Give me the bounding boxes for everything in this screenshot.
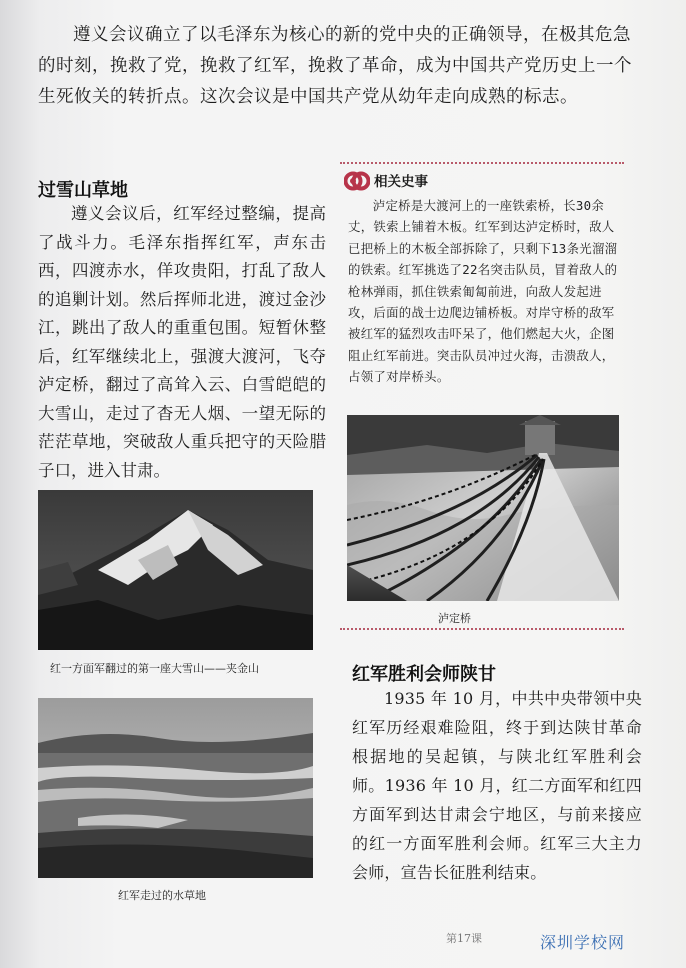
section-body-red-army-meet: 1935 年 10 月，中共中央带领中央红军历经艰难险阻，终于到达陕甘革命根据地的吴起镇，与陕北红军胜利会师。1936 年 10 月，红二方面军和红四方面军到达甘肃会宁地区，与前来接应的红一方面军胜利会师。红军三大主力会师，宣告长征胜利结束。 [352,689,642,882]
section-heading-red-army-meet: 红军胜利会师陕甘 [352,664,496,685]
related-history-title: 相关史事 [374,174,428,190]
related-history-text: 泸定桥是大渡河上的一座铁索桥，长30余丈，铁索上铺着木板。红军到达泸定桥时，敌人已把桥上的木板全部拆除了，只剩下13条光溜溜的铁索。红军挑选了22名突击队员，冒着敌人的枪林弹雨，抓住铁索匍匐前进，向敌人发起进攻，后面的战士边爬边铺桥板。对岸守桥的敌军被红军的猛烈攻击吓呆了，他们燃起大火，企图阻止红军前进。突击队员冲过火海，击溃敌人，占领了对岸桥头。 [348,198,618,385]
grassland-photo [38,698,313,878]
site-watermark: 深圳学校网 [540,933,626,952]
section-heading-snow-grassland: 过雪山草地 [38,180,128,201]
section-body-snow-grassland: 遵义会议后，红军经过整编，提高了战斗力。毛泽东指挥红军，声东击西，四渡赤水，佯攻贵阳，打乱了敌人的追剿计划。然后挥师北进，渡过金沙江，跳出了敌人的重重包围。短暂休整后，红军继续北上，强渡大渡河，飞夺泸定桥，翻过了高耸入云、白雪皑皑的大雪山，走过了杳无人烟、一望无际的茫茫草地，突破敌人重兵把守的天险腊子口，进入甘肃。 [38,204,326,480]
grassland-caption: 红军走过的水草地 [118,889,206,902]
luding-bridge-photo [347,415,619,601]
snow-mountain-caption: 红一方面军翻过的第一座大雪山——夹金山 [50,662,259,675]
luding-bridge-caption: 泸定桥 [438,612,471,625]
related-history-bottom-divider [340,628,624,630]
dotted-divider [340,162,624,164]
page-number: 第17课 [446,932,482,945]
intro-paragraph: 遵义会议确立了以毛泽东为核心的新的党中央的正确领导，在极其危急的时刻，挽救了党，挽救了红军，挽救了革命，成为中国共产党历史上一个生死攸关的转折点。这次会议是中国共产党从幼年走向成熟的标志。 [38,25,632,107]
snow-mountain-photo [38,490,313,650]
related-history-badge-icon [344,168,370,194]
